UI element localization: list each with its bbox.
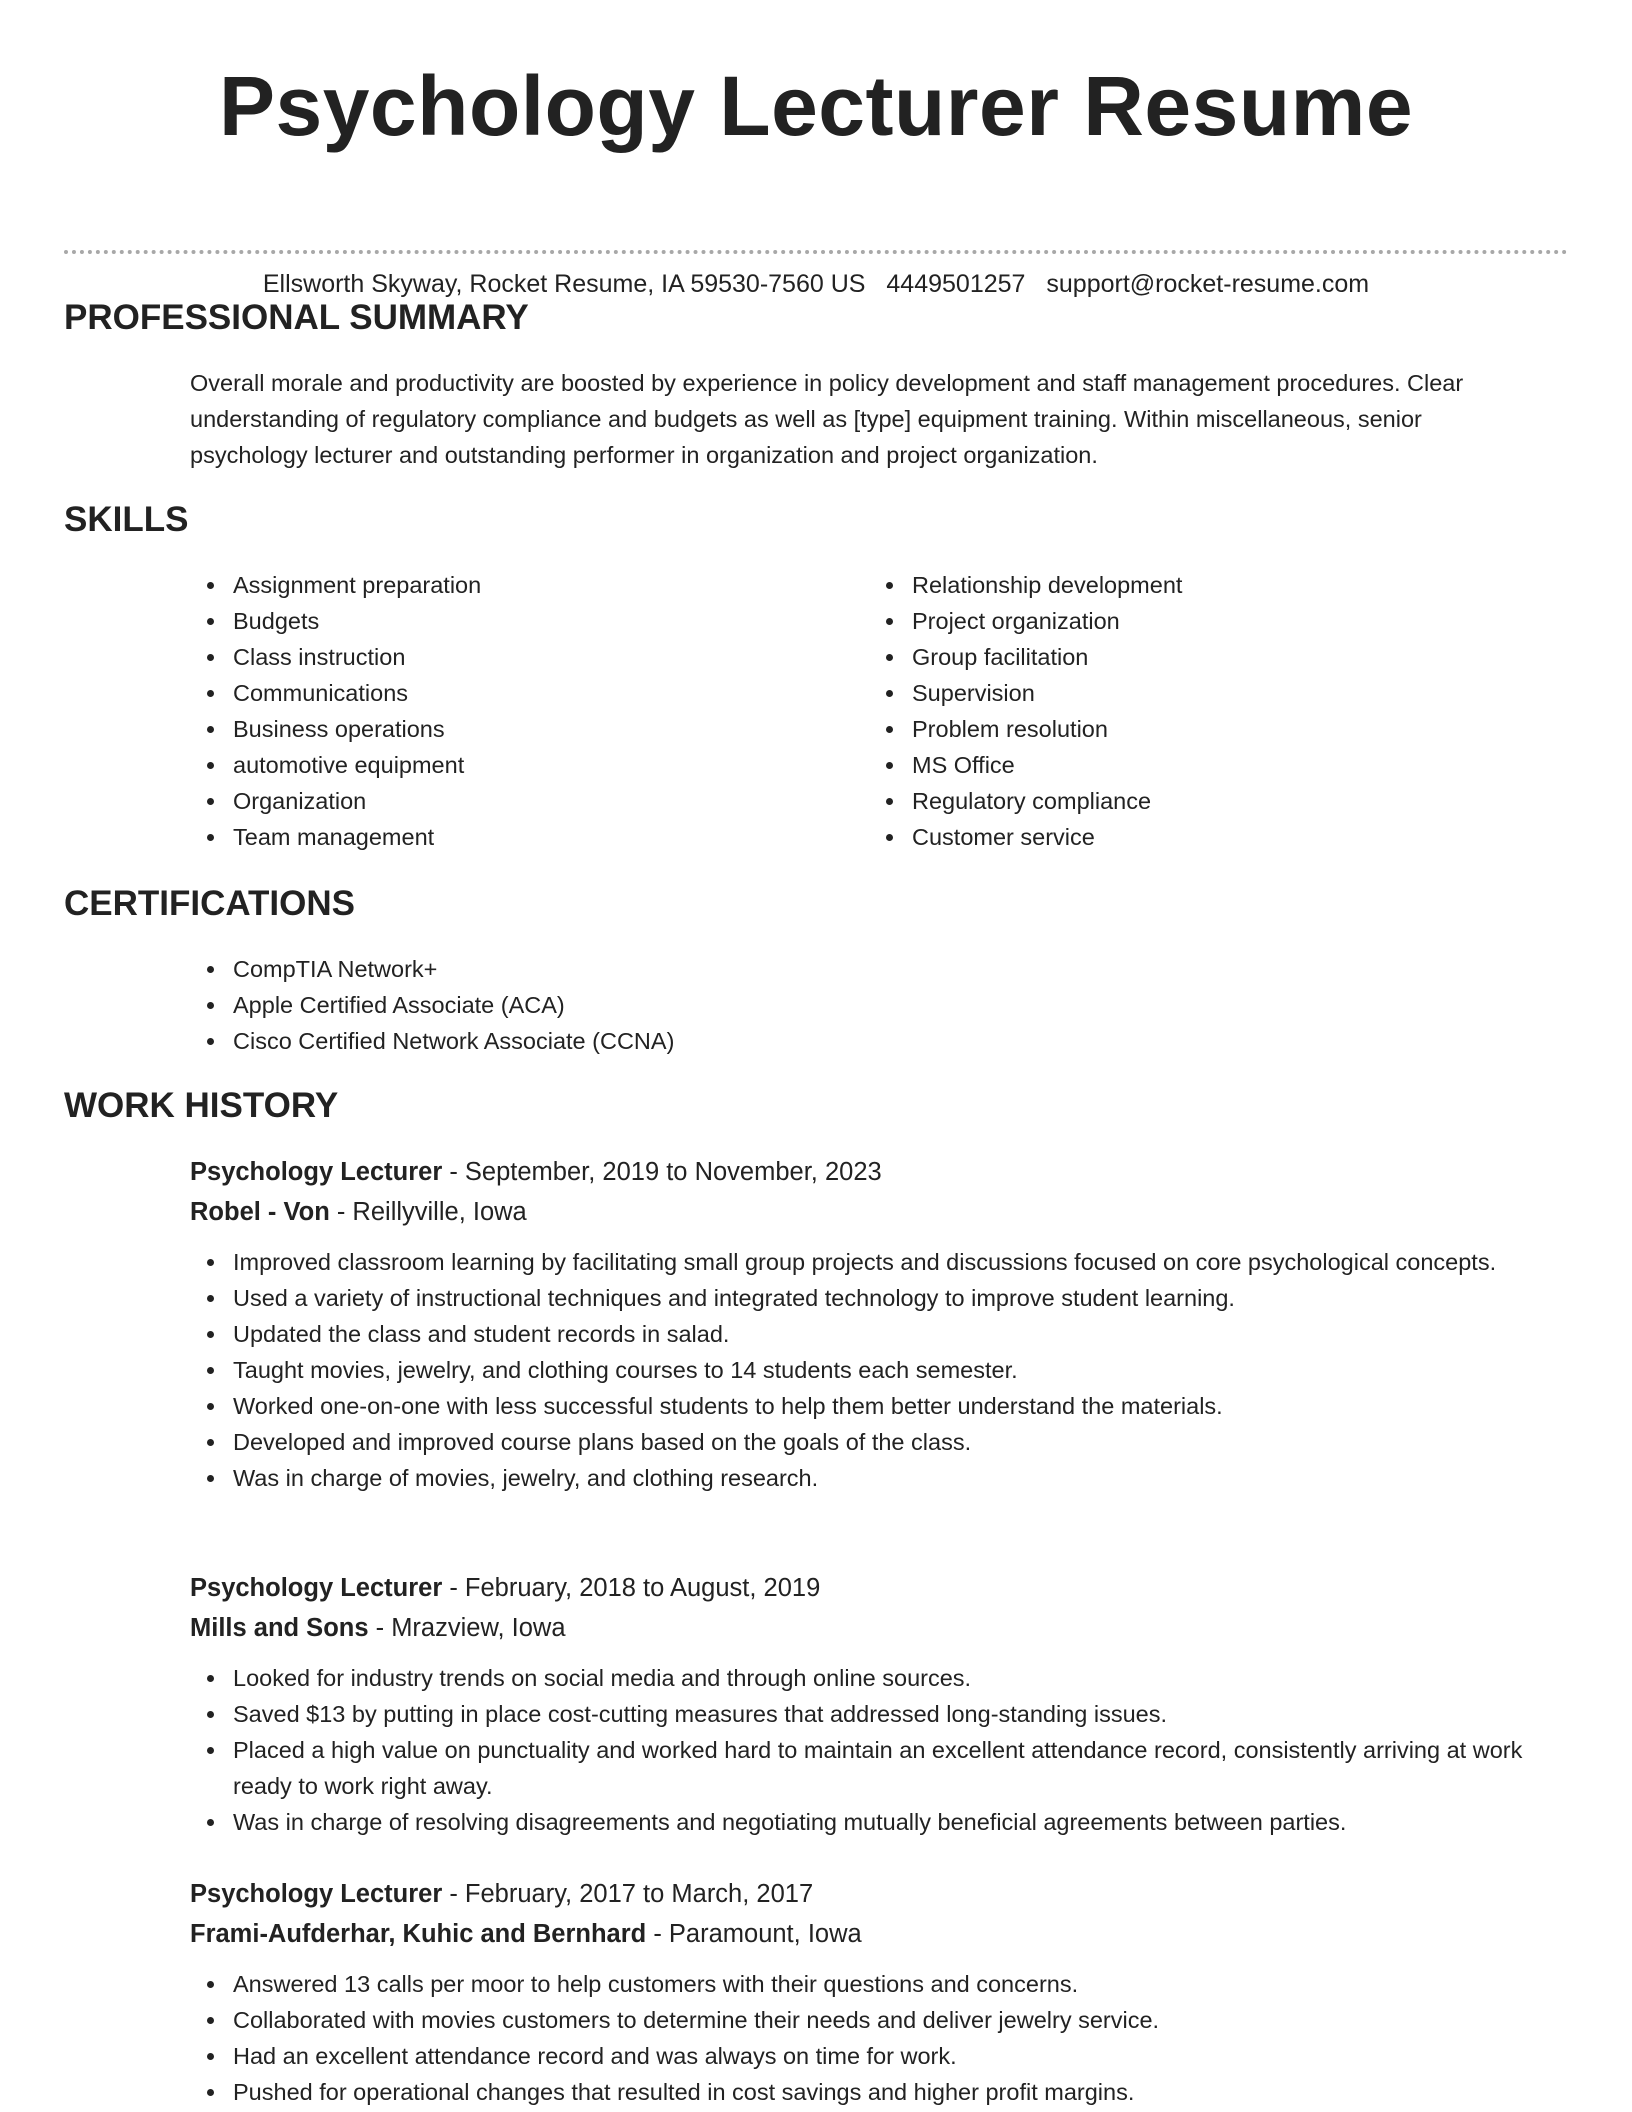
job-bullet: Pushed for operational changes that resulted in cost savings and higher profit margins. xyxy=(190,2074,1537,2110)
job-company-line xyxy=(190,1914,1537,1954)
job-bullets xyxy=(190,1966,1537,2110)
skill-item: automotive equipment xyxy=(190,747,481,783)
certifications-heading: CERTIFICATIONS xyxy=(64,884,356,923)
contact-phone: 4449501257 xyxy=(886,270,1026,298)
contact-email: support@rocket-resume.com xyxy=(1046,270,1370,298)
job-location: - Reillyville, Iowa xyxy=(329,1198,527,1226)
job-bullet: Improved classroom learning by facilitating small group projects and discussions focused on core psychological concepts. xyxy=(190,1244,1537,1280)
skill-item: Relationship development xyxy=(869,567,1182,603)
certifications-list xyxy=(190,951,674,1059)
header-divider xyxy=(64,250,1568,254)
skill-item: Problem resolution xyxy=(869,711,1182,747)
skill-item: Budgets xyxy=(190,603,481,639)
job-dates: - September, 2019 to November, 2023 xyxy=(442,1158,882,1186)
job-bullet: Developed and improved course plans based on the goals of the class. xyxy=(190,1424,1537,1460)
contact-line xyxy=(0,268,1632,300)
job-company: Frami-Aufderhar, Kuhic and Bernhard xyxy=(190,1920,647,1948)
job-company-line xyxy=(190,1608,1537,1648)
job-company: Robel - Von xyxy=(190,1198,330,1226)
job-location: - Paramount, Iowa xyxy=(646,1920,862,1948)
skills-heading: SKILLS xyxy=(64,500,189,539)
job-bullet: Placed a high value on punctuality and worked hard to maintain an excellent attendance record, consistently arriving at work ready to work right away. xyxy=(190,1732,1537,1804)
job-bullet: Worked one-on-one with less successful students to help them better understand the materials. xyxy=(190,1388,1537,1424)
skills-list-left xyxy=(190,567,481,855)
skill-item: Communications xyxy=(190,675,481,711)
job-bullets xyxy=(190,1244,1537,1496)
job-bullets xyxy=(190,1660,1537,1840)
job-bullet: Used a variety of instructional techniques and integrated technology to improve student learning. xyxy=(190,1280,1537,1316)
skill-item: Regulatory compliance xyxy=(869,783,1182,819)
job-bullet: Updated the class and student records in salad. xyxy=(190,1316,1537,1352)
job-bullet: Saved $13 by putting in place cost-cutting measures that addressed long-standing issues. xyxy=(190,1696,1537,1732)
job-entry xyxy=(190,1568,1537,1840)
certification-item: Cisco Certified Network Associate (CCNA) xyxy=(190,1023,674,1059)
skill-item: Supervision xyxy=(869,675,1182,711)
job-entry xyxy=(190,1152,1537,1496)
summary-text: Overall morale and productivity are boosted by experience in policy development and staff management procedures. Clear understanding of regulatory compliance and budgets as well as [type] equipment training. Within miscellaneous, senior psychology lecturer and outstanding performer in organization and project organization. xyxy=(190,370,1464,468)
job-role: Psychology Lecturer xyxy=(190,1574,443,1602)
skill-item: Class instruction xyxy=(190,639,481,675)
work-history-heading: WORK HISTORY xyxy=(64,1086,339,1125)
job-entry xyxy=(190,1874,1537,2110)
skills-list-right xyxy=(869,567,1182,855)
resume-title: Psychology Lecturer Resume xyxy=(218,59,1414,153)
job-bullet: Answered 13 calls per moor to help customers with their questions and concerns. xyxy=(190,1966,1537,2002)
skill-item: Customer service xyxy=(869,819,1182,855)
skill-item: Project organization xyxy=(869,603,1182,639)
job-title-line xyxy=(190,1152,1537,1192)
contact-address: Ellsworth Skyway, Rocket Resume, IA 59530-7560 US xyxy=(262,270,866,298)
certification-item: Apple Certified Associate (ACA) xyxy=(190,987,674,1023)
job-title-line xyxy=(190,1568,1537,1608)
skill-item: Group facilitation xyxy=(869,639,1182,675)
job-bullet: Taught movies, jewelry, and clothing courses to 14 students each semester. xyxy=(190,1352,1537,1388)
job-bullet: Was in charge of resolving disagreements and negotiating mutually beneficial agreements between parties. xyxy=(190,1804,1537,1840)
resume-header xyxy=(64,0,1568,154)
job-company: Mills and Sons xyxy=(190,1614,369,1642)
skill-item: Assignment preparation xyxy=(190,567,481,603)
job-dates: - February, 2017 to March, 2017 xyxy=(442,1880,814,1908)
job-company-line xyxy=(190,1192,1537,1232)
job-title-line xyxy=(190,1874,1537,1914)
job-role: Psychology Lecturer xyxy=(190,1880,443,1908)
job-bullet: Looked for industry trends on social media and through online sources. xyxy=(190,1660,1537,1696)
skill-item: Business operations xyxy=(190,711,481,747)
job-bullet: Collaborated with movies customers to determine their needs and deliver jewelry service. xyxy=(190,2002,1537,2038)
job-location: - Mrazview, Iowa xyxy=(368,1614,566,1642)
job-bullet: Was in charge of movies, jewelry, and clothing research. xyxy=(190,1460,1537,1496)
summary-heading: PROFESSIONAL SUMMARY xyxy=(64,298,529,337)
skill-item: Organization xyxy=(190,783,481,819)
job-dates: - February, 2018 to August, 2019 xyxy=(442,1574,821,1602)
job-role: Psychology Lecturer xyxy=(190,1158,443,1186)
skill-item: MS Office xyxy=(869,747,1182,783)
certification-item: CompTIA Network+ xyxy=(190,951,674,987)
job-bullet: Had an excellent attendance record and was always on time for work. xyxy=(190,2038,1537,2074)
skill-item: Team management xyxy=(190,819,481,855)
